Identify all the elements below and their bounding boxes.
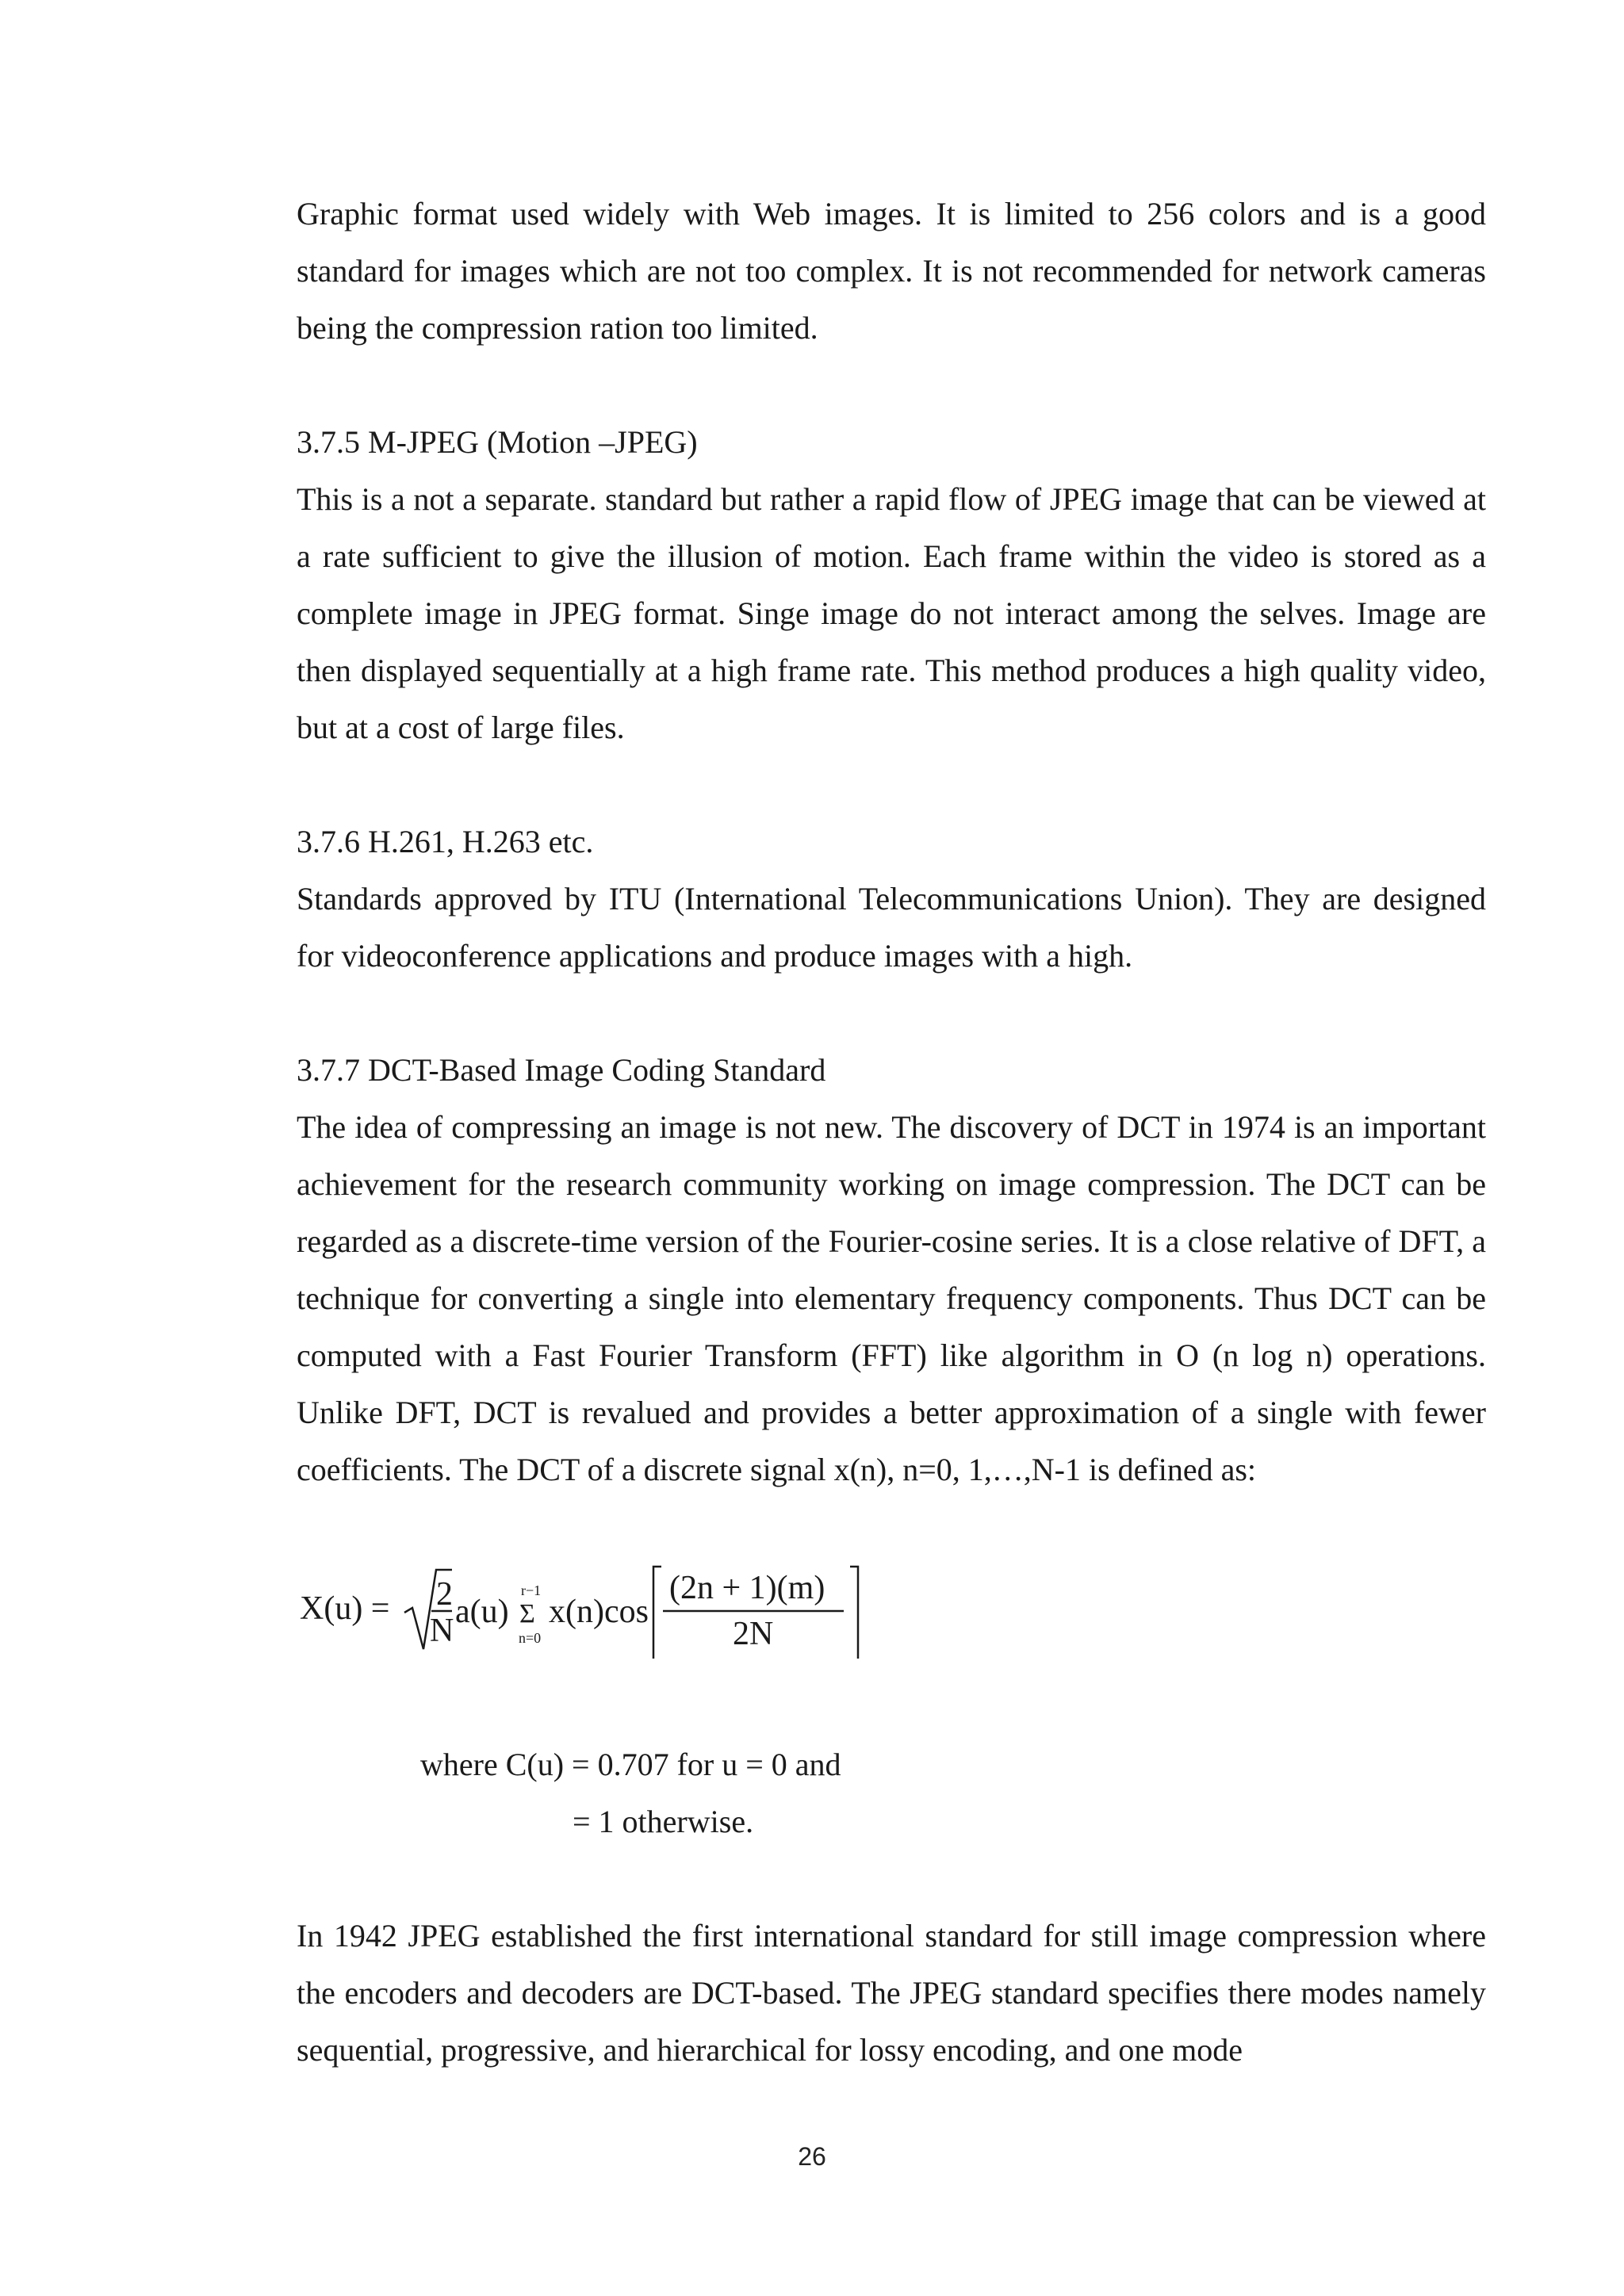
right-bracket-icon — [850, 1567, 858, 1659]
section-heading-3-7-7: 3.7.7 DCT-Based Image Coding Standard — [297, 1052, 826, 1088]
equation-coefficient: a(u) — [455, 1594, 509, 1630]
equation-lhs: X(u) = — [300, 1590, 390, 1627]
equation-sqrt-denominator: N — [430, 1613, 454, 1649]
equation-fraction-denominator: 2N — [733, 1616, 774, 1652]
page-number: 26 — [798, 2142, 826, 2171]
equation-term: x(n)cos — [549, 1594, 649, 1630]
paragraph-gif-continuation: Graphic format used widely with Web images. It is limited to 256 colors and is a good standard for images which are not too complex. It is not recommended for network cameras being the compression ration too limited. — [297, 196, 1486, 346]
dct-equation-graphic — [297, 1563, 868, 1667]
left-bracket-icon — [653, 1567, 661, 1659]
equation-sum-lower: n=0 — [519, 1630, 542, 1646]
equation-where-line-1: where C(u) = 0.707 for u = 0 and — [420, 1747, 841, 1782]
equation-fraction-numerator: (2n + 1)(m) — [669, 1570, 825, 1606]
paragraph-jpeg-standard: In 1942 JPEG established the first international standard for still image compression where the encoders and decoders are DCT-based. The JPEG standard specifies there modes namely sequential, progressive, and hierarchical for lossy encoding, and one mode — [297, 1918, 1486, 2068]
paragraph-dct: The idea of compressing an image is not new. The discovery of DCT in 1974 is an important achievement for the research community working on image compression. The DCT can be regarded as a discrete-time version of the Fourier-cosine series. It is a close relative of DFT, a technique for converting a single into elementary frequency components. Thus DCT can be computed with a Fast Fourier Transform (FFT) like algorithm in O (n log n) operations. Unlike DFT, DCT is revalued and provides a better approximation of a single with fewer coefficients. The DCT of a discrete signal x(n), n=0, 1,…,N-1 is defined as: — [297, 1109, 1486, 1487]
section-heading-3-7-5: 3.7.5 M-JPEG (Motion –JPEG) — [297, 424, 698, 460]
equation-where-line-2: = 1 otherwise. — [573, 1804, 754, 1839]
paragraph-h261-h263: Standards approved by ITU (International Telecommunications Union). They are designed for videoconference applications and produce images with a high. — [297, 881, 1486, 974]
dct-equation — [297, 1563, 868, 1667]
equation-sqrt-numerator: 2 — [436, 1576, 453, 1613]
sigma-icon: Σ — [519, 1599, 535, 1628]
equation-sum-upper: r−1 — [521, 1582, 542, 1598]
section-heading-3-7-6: 3.7.6 H.261, H.263 etc. — [297, 824, 594, 859]
paragraph-m-jpeg: This is a not a separate. standard but rather a rapid flow of JPEG image that can be viewed at a rate sufficient to give the illusion of motion. Each frame within the video is stored as a complete image in JPEG format. Singe image do not interact among the selves. Image are then displayed sequentially at a high frame rate. This method produces a high quality video, but at a cost of large files. — [297, 481, 1486, 745]
